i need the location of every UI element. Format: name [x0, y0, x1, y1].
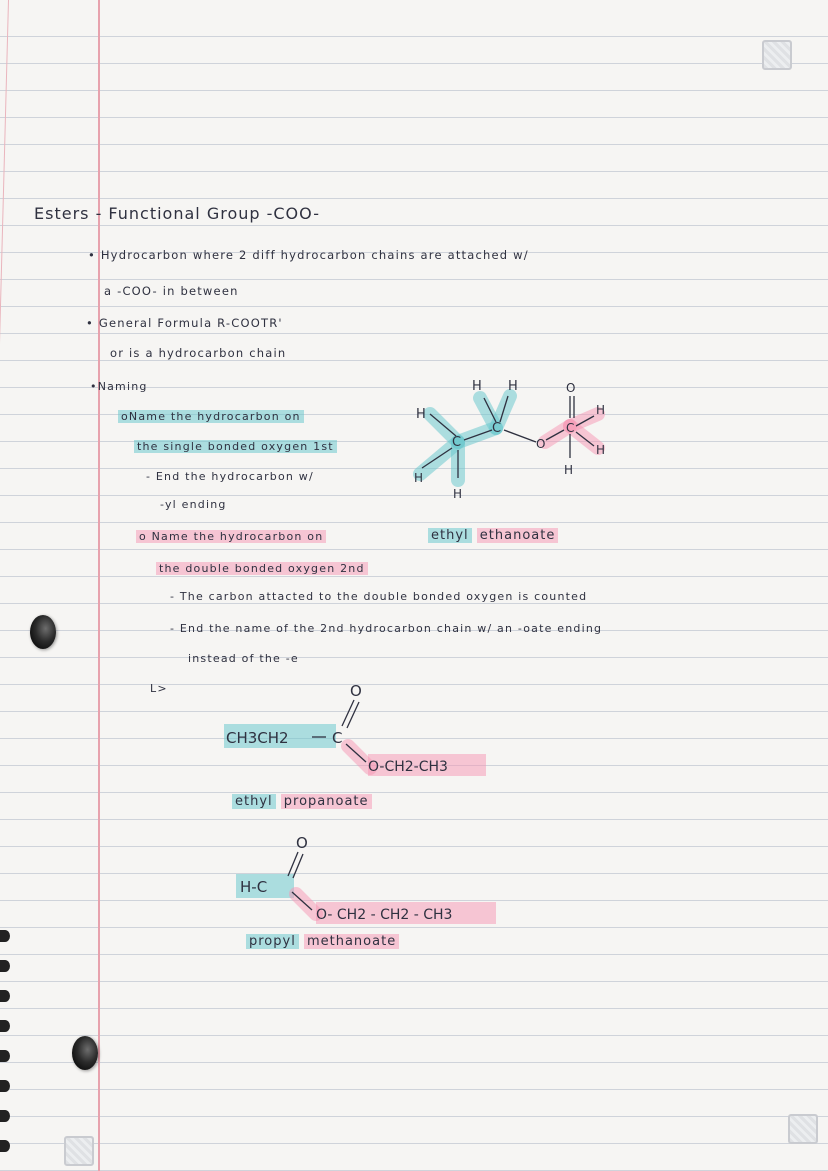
propyl-methanoate-structure — [232, 830, 512, 930]
naming-step1-line1: oName the hydrocarbon on — [118, 410, 304, 423]
atom-label: H — [416, 407, 426, 422]
example2-yl-part: ethyl — [232, 794, 276, 809]
atom-label: C — [492, 421, 502, 436]
naming-step2-line2: the double bonded oxygen 2nd — [156, 562, 368, 575]
atom-label: O — [566, 381, 576, 395]
atom-label: H — [472, 379, 482, 394]
naming-arrow: L> — [150, 682, 168, 695]
right-chain: O- CH2 - CH2 - CH3 — [316, 907, 453, 923]
naming-step2-line4: - End the name of the 2nd hydrocarbon chain w/ an -oate ending — [170, 622, 603, 635]
example3-yl-part: propyl — [246, 934, 299, 949]
example2-name — [232, 794, 372, 809]
spiral-coil — [0, 1080, 10, 1092]
example3-oate-part: methanoate — [304, 934, 399, 949]
naming-step2-line5: instead of the -e — [188, 652, 299, 665]
bullet-naming: •Naming — [90, 380, 148, 393]
spiral-coil — [0, 1020, 10, 1032]
atom-label: H — [414, 471, 424, 485]
atom-label: C — [452, 435, 462, 450]
ethyl-propanoate-structure — [220, 680, 520, 780]
naming-step1-line2: the single bonded oxygen 1st — [134, 440, 337, 453]
central-carbon: C — [332, 729, 343, 747]
corner-logo-icon — [64, 1136, 94, 1166]
spiral-coil — [0, 1050, 10, 1062]
left-chain: CH3CH2 — [226, 729, 289, 747]
carbonyl-oxygen: O — [296, 834, 308, 852]
bullet-definition-cont: a -COO- in between — [104, 284, 239, 298]
spiral-coil — [0, 990, 10, 1002]
bullet-definition: • Hydrocarbon where 2 diff hydrocarbon chains are attached w/ — [88, 248, 529, 262]
corner-logo-icon — [788, 1114, 818, 1144]
spiral-coil — [0, 930, 10, 942]
right-chain: O-CH2-CH3 — [368, 759, 448, 775]
corner-logo-icon — [762, 40, 792, 70]
spiral-coil — [0, 1140, 10, 1152]
bullet-general-formula: • General Formula R-COOTR' — [86, 316, 283, 330]
naming-step1-line4: -yl ending — [160, 498, 227, 511]
spiral-coil — [0, 1110, 10, 1122]
atom-label: O — [536, 437, 546, 451]
binder-hole-top — [30, 615, 56, 649]
atom-label: H — [508, 379, 518, 394]
atom-label: H — [453, 487, 463, 501]
naming-step2-line1: o Name the hydrocarbon on — [136, 530, 326, 543]
example3-name — [246, 934, 399, 949]
binder-hole-bottom — [72, 1036, 98, 1070]
bullet-formula-note: or is a hydrocarbon chain — [110, 346, 287, 360]
atom-label: H — [564, 463, 574, 477]
example1-yl-part: ethyl — [428, 528, 472, 543]
margin-line — [98, 0, 100, 1171]
naming-step1-line3: - End the hydrocarbon w/ — [146, 470, 314, 483]
naming-step2-line3: - The carbon attacted to the double bonded oxygen is counted — [170, 590, 588, 603]
atom-label: H — [596, 443, 606, 457]
atom-label: C — [566, 421, 575, 435]
example1-oate-part: ethanoate — [477, 528, 559, 543]
formyl-group: H-C — [240, 878, 268, 896]
example1-name — [428, 528, 558, 543]
spiral-coil — [0, 960, 10, 972]
page-title: Esters - Functional Group -COO- — [34, 204, 320, 223]
atom-label: H — [596, 403, 606, 417]
ethyl-ethanoate-structure — [400, 370, 620, 510]
carbonyl-oxygen: O — [350, 682, 362, 700]
example2-oate-part: propanoate — [281, 794, 372, 809]
